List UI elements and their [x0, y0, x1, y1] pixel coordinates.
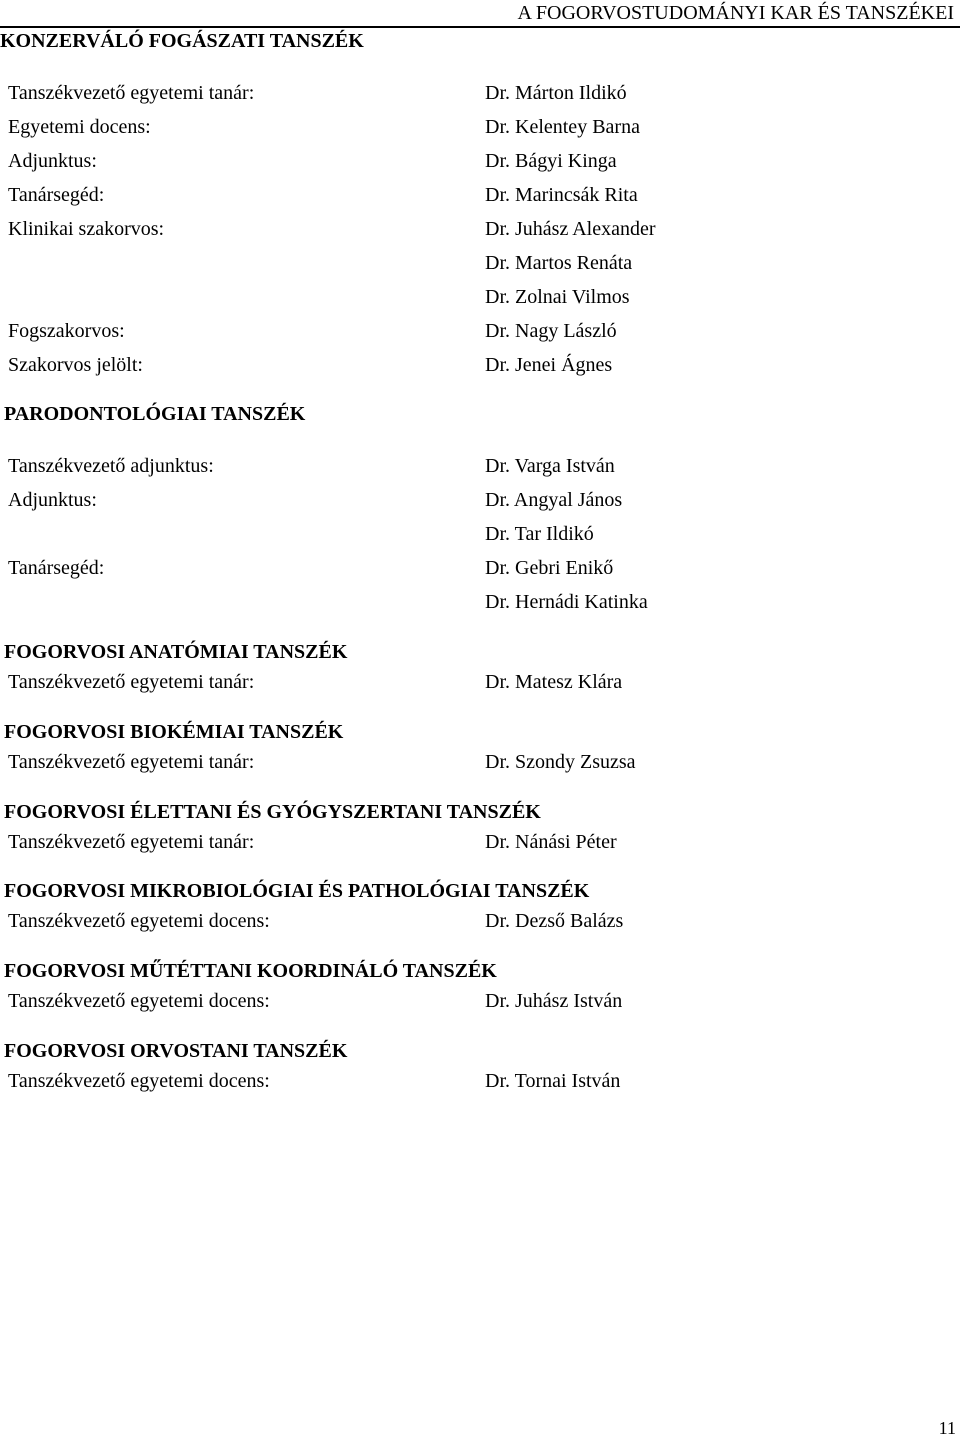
staff-name: Dr. Jenei Ágnes	[485, 354, 613, 376]
staff-row	[0, 751, 960, 785]
staff-name: Dr. Angyal János	[485, 489, 623, 511]
staff-row	[0, 354, 960, 388]
staff-role: Tanszékvezető egyetemi tanár:	[8, 751, 255, 773]
staff-row	[0, 489, 960, 523]
staff-row	[0, 252, 960, 286]
header-rule	[0, 26, 960, 28]
staff-role: Klinikai szakorvos:	[8, 218, 165, 240]
staff-name: Dr. Varga István	[485, 455, 615, 477]
section-title: KONZERVÁLÓ FOGÁSZATI TANSZÉK	[0, 30, 364, 52]
section-konzervalo	[0, 82, 960, 388]
staff-row	[0, 455, 960, 489]
staff-row	[0, 218, 960, 252]
staff-row	[0, 910, 960, 944]
section-elettani	[0, 801, 960, 865]
section-mutettani	[0, 960, 960, 1024]
section-orvostani	[0, 1040, 960, 1104]
running-head: A FOGORVOSTUDOMÁNYI KAR ÉS TANSZÉKEI	[517, 2, 954, 24]
staff-row	[0, 990, 960, 1024]
staff-row	[0, 286, 960, 320]
staff-row	[0, 557, 960, 591]
staff-row	[0, 82, 960, 116]
staff-row	[0, 150, 960, 184]
staff-name: Dr. Szondy Zsuzsa	[485, 751, 636, 773]
staff-role: Adjunktus:	[8, 489, 97, 511]
section-title: FOGORVOSI MŰTÉTTANI KOORDINÁLÓ TANSZÉK	[4, 960, 497, 982]
staff-row	[0, 116, 960, 150]
staff-name: Dr. Hernádi Katinka	[485, 591, 648, 613]
page-number: 11	[938, 1418, 956, 1438]
page-header	[0, 0, 960, 60]
staff-row	[0, 671, 960, 705]
staff-name: Dr. Martos Renáta	[485, 252, 633, 274]
staff-role: Tanársegéd:	[8, 184, 105, 206]
staff-role: Tanszékvezető adjunktus:	[8, 455, 214, 477]
staff-name: Dr. Gebri Enikő	[485, 557, 614, 579]
staff-name: Dr. Tornai István	[485, 1070, 621, 1092]
staff-name: Dr. Bágyi Kinga	[485, 150, 617, 172]
staff-name: Dr. Juhász Alexander	[485, 218, 656, 240]
staff-name: Dr. Zolnai Vilmos	[485, 286, 630, 308]
staff-role: Tanszékvezető egyetemi docens:	[8, 910, 270, 932]
staff-name: Dr. Márton Ildikó	[485, 82, 627, 104]
staff-role: Adjunktus:	[8, 150, 97, 172]
staff-row	[0, 184, 960, 218]
staff-row	[0, 1070, 960, 1104]
staff-role: Tanársegéd:	[8, 557, 105, 579]
staff-row	[0, 320, 960, 354]
staff-row	[0, 591, 960, 625]
staff-name: Dr. Juhász István	[485, 990, 623, 1012]
section-parodontologiai	[0, 403, 960, 625]
staff-name: Dr. Matesz Klára	[485, 671, 623, 693]
section-title: FOGORVOSI ÉLETTANI ÉS GYÓGYSZERTANI TANSZÉK	[4, 801, 541, 823]
staff-role: Tanszékvezető egyetemi tanár:	[8, 671, 255, 693]
staff-role: Szakorvos jelölt:	[8, 354, 143, 376]
staff-role: Fogszakorvos:	[8, 320, 125, 342]
staff-name: Dr. Nagy László	[485, 320, 617, 342]
staff-role: Tanszékvezető egyetemi docens:	[8, 990, 270, 1012]
section-title: FOGORVOSI BIOKÉMIAI TANSZÉK	[4, 721, 344, 743]
section-title: FOGORVOSI ORVOSTANI TANSZÉK	[4, 1040, 348, 1062]
staff-role: Egyetemi docens:	[8, 116, 151, 138]
section-title: FOGORVOSI ANATÓMIAI TANSZÉK	[4, 641, 348, 663]
staff-role: Tanszékvezető egyetemi tanár:	[8, 831, 255, 853]
staff-name: Dr. Marincsák Rita	[485, 184, 638, 206]
staff-name: Dr. Nánási Péter	[485, 831, 617, 853]
section-title: PARODONTOLÓGIAI TANSZÉK	[4, 403, 306, 425]
section-anatomiai	[0, 641, 960, 705]
staff-role: Tanszékvezető egyetemi docens:	[8, 1070, 270, 1092]
section-biokemiai	[0, 721, 960, 785]
staff-role: Tanszékvezető egyetemi tanár:	[8, 82, 255, 104]
staff-name: Dr. Dezső Balázs	[485, 910, 624, 932]
section-title: FOGORVOSI MIKROBIOLÓGIAI ÉS PATHOLÓGIAI TANSZÉK	[4, 880, 590, 902]
staff-name: Dr. Tar Ildikó	[485, 523, 594, 545]
staff-row	[0, 831, 960, 865]
section-mikrobiologiai	[0, 880, 960, 944]
staff-row	[0, 523, 960, 557]
staff-name: Dr. Kelentey Barna	[485, 116, 640, 138]
